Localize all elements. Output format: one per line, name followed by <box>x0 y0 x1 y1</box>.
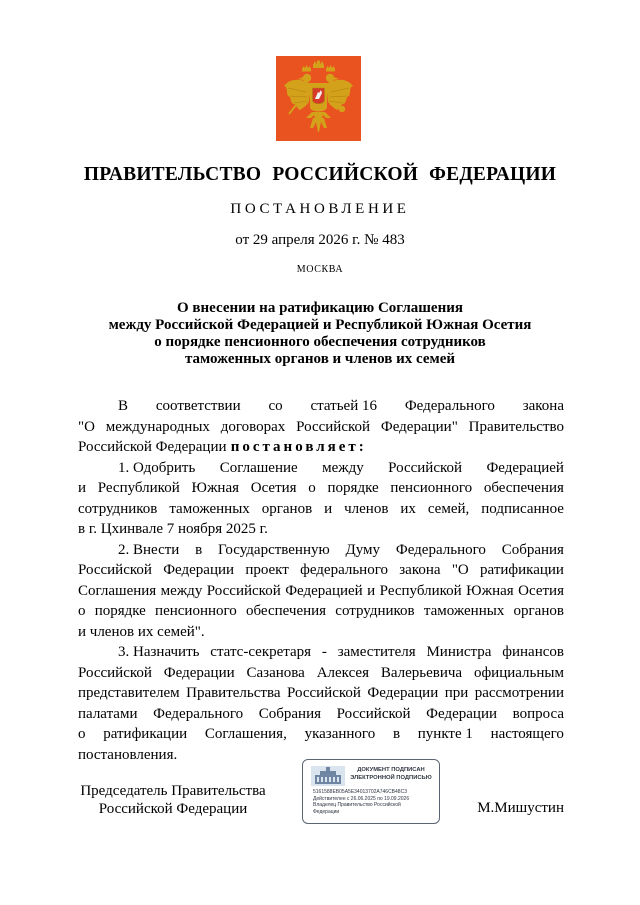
document-body <box>78 396 564 765</box>
certificate-owner: Федерации <box>313 808 340 815</box>
body-line: 3. Назначить статс-секретаря - заместителя Министра финансов <box>118 644 564 660</box>
body-line: постановления. <box>78 746 178 763</box>
body-line: "О международных договорах Российской Федерации" Правительство <box>78 418 564 435</box>
body-line: о порядке пенсионного обеспечения сотрудников таможенных органов <box>78 603 564 619</box>
government-title: ПРАВИТЕЛЬСТВО РОССИЙСКОЙ ФЕДЕРАЦИИ <box>83 164 557 185</box>
signer-position-line: Российской Федерации <box>98 801 248 817</box>
body-line: и Республикой Южная Осетия о порядке пенсионного обеспечения <box>78 480 564 496</box>
certificate-validity: Действителен с 26.06.2025 по 19.09.2026 <box>313 795 410 802</box>
body-line: в г. Цхинвале 7 ноября 2025 г. <box>78 521 268 537</box>
document-date-number: от 29 апреля 2026 г. № 483 <box>235 232 405 248</box>
signer-position <box>78 782 268 818</box>
document-subject <box>60 300 580 368</box>
body-line: и членов их семей". <box>78 623 205 640</box>
body-line: сотрудников таможенных органов и членов их семей, подписанное <box>78 500 564 517</box>
subject-line: о порядке пенсионного обеспечения сотрудников <box>154 334 486 350</box>
government-building-icon <box>311 766 345 786</box>
signer-name: М.Мишустин <box>477 800 564 816</box>
body-line: 1. Одобрить Соглашение между Российской Федерацией <box>118 459 564 476</box>
body-line: 2. Внести в Государственную Думу Федерального Собрания <box>118 541 564 558</box>
body-line: Соглашения между Российской Федерацией и Республикой Южная Осетия <box>78 582 564 599</box>
body-line: Российской Федерации проект федерального закона "О ратификации <box>78 562 564 578</box>
decree-keyword: постановляет: <box>230 439 367 455</box>
certificate-number: 5161588EB05A5E34013702A746CB48C3 <box>313 789 407 795</box>
russian-coat-of-arms-icon <box>276 56 361 141</box>
body-line: представителем Правительства Российской Федерации при рассмотрении <box>78 685 564 701</box>
document-type: ПОСТАНОВЛЕНИЕ <box>230 201 410 217</box>
body-line: палатами Федерального Собрания Российской Федерации вопроса <box>78 705 564 722</box>
electronic-signature-stamp <box>302 759 440 824</box>
body-line: Российской Федерации постановляет: <box>78 437 564 458</box>
certificate-owner: Владелец Правительство Российской <box>313 802 401 809</box>
document-city: МОСКВА <box>296 264 344 275</box>
body-line: о ратификации Соглашения, указанного в пункте 1 настоящего <box>78 726 564 742</box>
subject-line: О внесении на ратификацию Соглашения <box>177 300 463 316</box>
subject-line: между Российской Федерацией и Республикой Южная Осетия <box>108 317 532 333</box>
stamp-heading: ДОКУМЕНТ ПОДПИСАН ЭЛЕКТРОННОЙ ПОДПИСЬЮ <box>350 767 432 781</box>
stamp-details <box>313 789 437 815</box>
body-line: В соответствии со статьей 16 Федерального закона <box>118 398 564 414</box>
body-line: Российской Федерации Сазанова Алексея Валерьевича официальным <box>78 664 564 681</box>
subject-line: таможенных органов и членов их семей <box>184 351 455 367</box>
signer-position-line: Председатель Правительства <box>80 783 266 799</box>
